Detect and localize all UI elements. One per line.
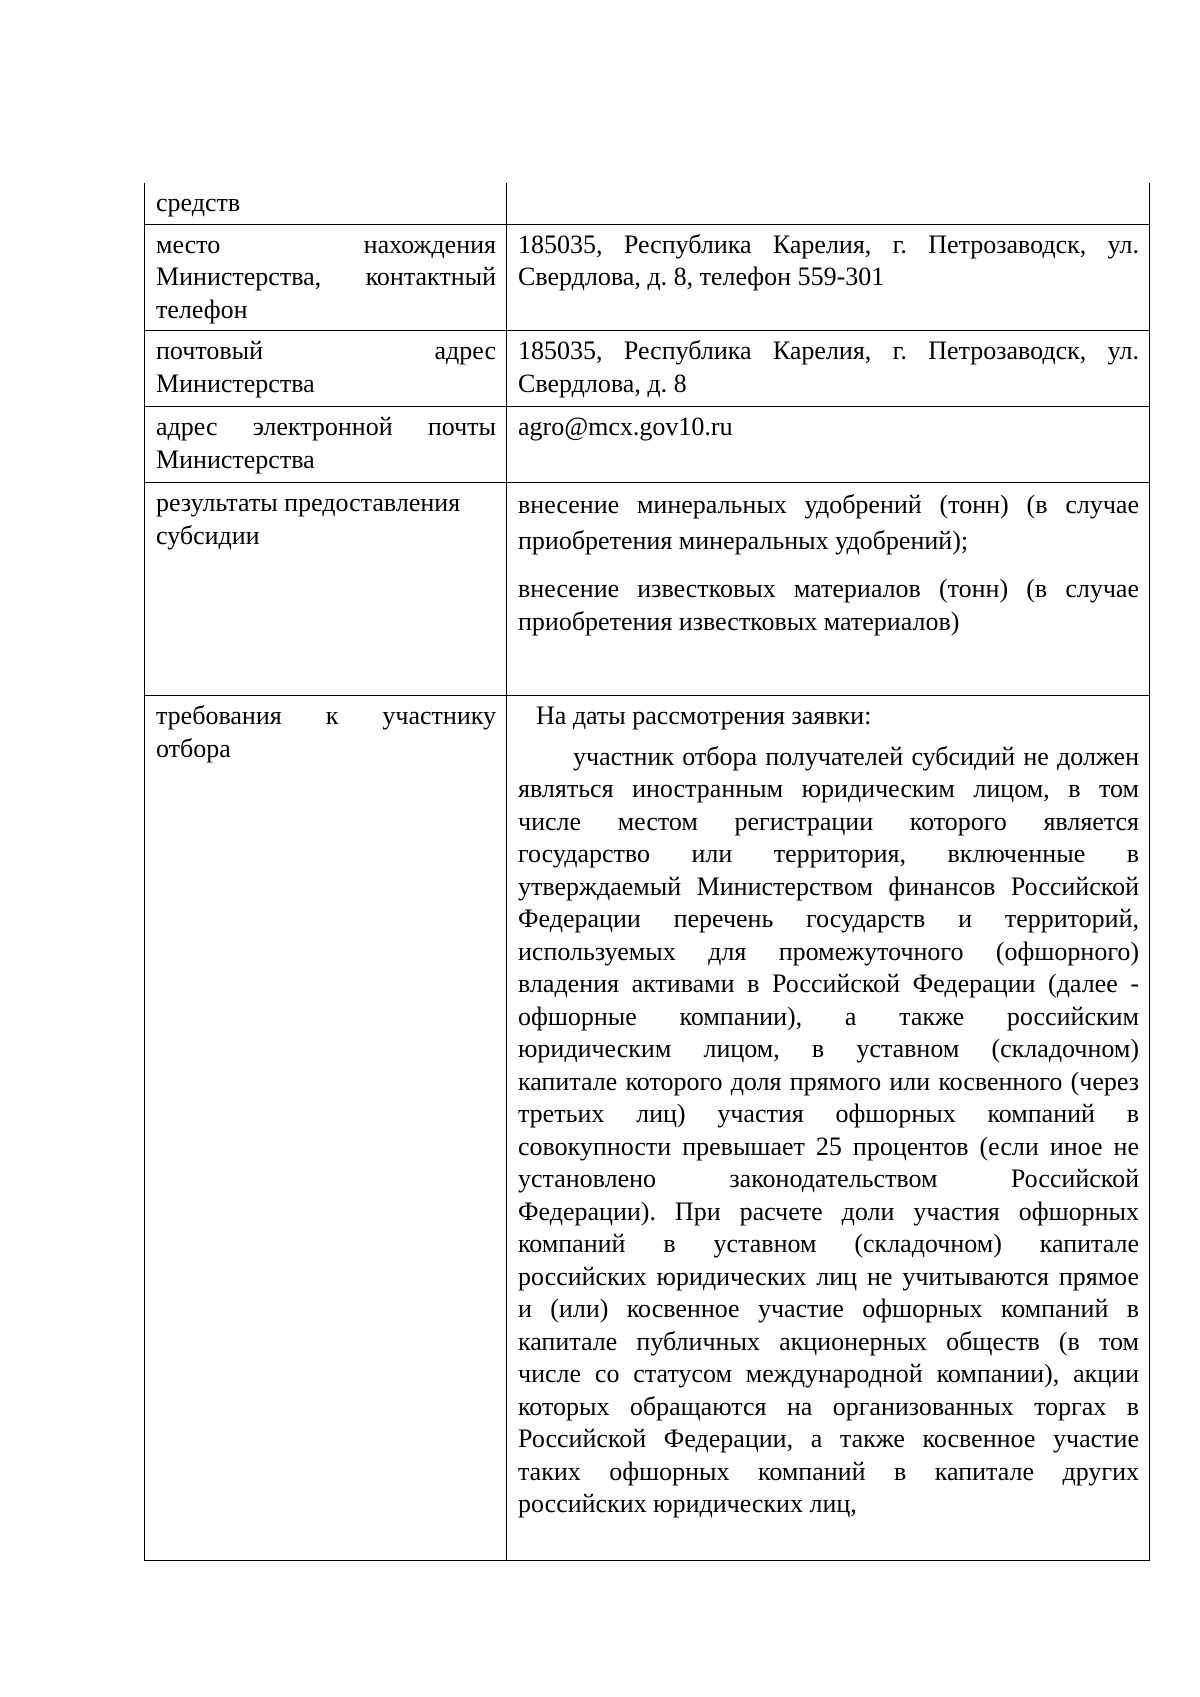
row-label-funds: средств [145,183,507,224]
result-lime-materials: внесение известковых материалов (тонн) (в случае приобретения известковых материалов) [518,574,1139,636]
table-row-funds [145,183,1150,224]
row-value-results [507,483,1150,696]
row-value-postal-address: 185035, Республика Карелия, г. Петрозаводск, ул. Свердлова, д. 8 [507,331,1150,407]
row-label-postal-address: почтовый адрес Министерства [145,331,507,407]
row-label-results: результаты предоставления субсидии [145,483,507,696]
table-row-participant-requirements [145,696,1150,1561]
table-row-location [145,224,1150,331]
row-value-email: agro@mcx.gov10.ru [507,407,1150,483]
row-label-email: адрес электронной почты Министерства [145,407,507,483]
row-label-participant-requirements: требования к участнику отбора [145,696,507,1561]
row-value-participant-requirements [507,696,1150,1561]
table-row-postal-address [145,331,1150,407]
table-row-email [145,407,1150,483]
requirements-lead: На даты рассмотрения заявки: [536,701,872,730]
result-mineral-fertilizers: внесение минеральных удобрений (тонн) (в случае приобретения минеральных удобрений); [518,490,1139,555]
subsidy-info-table [144,183,1150,1561]
row-label-location: место нахождения Министерства, контактный телефон [145,224,507,331]
row-value-funds [507,183,1150,224]
requirements-offshore-text: участник отбора получателей субсидий не должен являться иностранным юридическим лицом, в том числе местом регистрации которого является государство или территория, включенные в утверждаемый Министерством финансов Российской Федерации перечень государств и территорий, используемых для промежуточного (офшорного) владения активами в Российской Федерации (далее - офшорные компании), а также российским юридическим лицом, в уставном (складочном) капитале которого доля прямого или косвенного (через третьих лиц) участия офшорных компаний в совокупности превышает 25 процентов (если иное не установлено законодательством Российской Федерации). При расчете доли участия офшорных компаний в уставном (складочном) капитале российских юридических лиц не учитываются прямое и (или) косвенное участие офшорных компаний в капитале публичных акционерных обществ (в том числе со статусом международной компании), акции которых обращаются на организованных торгах в Российской Федерации, а также косвенное участие таких офшорных компаний в капитале других российских юридических лиц, [518,741,1139,1518]
table-row-results [145,483,1150,696]
row-value-location: 185035, Республика Карелия, г. Петрозаводск, ул. Свердлова, д. 8, телефон 559-301 [507,224,1150,331]
